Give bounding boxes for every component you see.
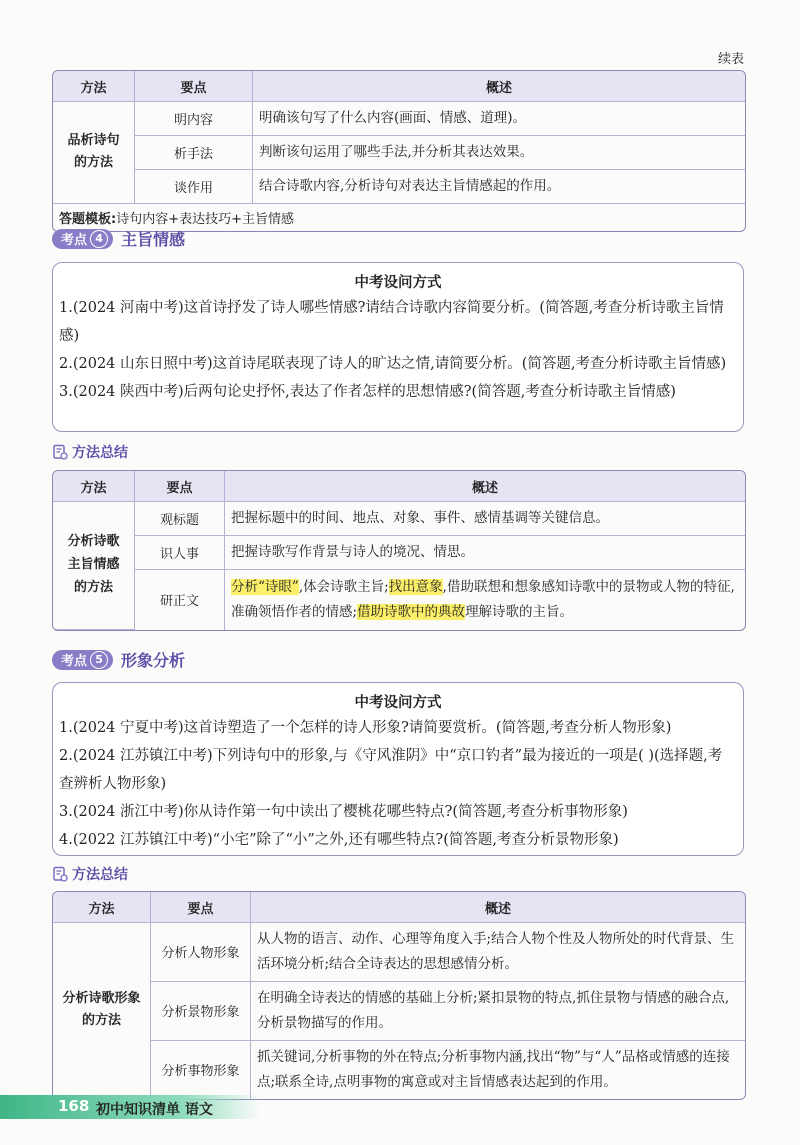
key-point-5-heading — [52, 648, 185, 671]
key-point-title: 主旨情感 — [121, 230, 186, 249]
method-summary-heading — [52, 864, 128, 884]
note-icon — [52, 444, 68, 460]
question-item: 3.(2024 浙江中考)你从诗作第一句中读出了樱桃花哪些特点?(简答题,考查分析事物形象) — [59, 804, 628, 820]
page-footer — [0, 1095, 260, 1119]
desc-cell: 从人物的语言、动作、心理等角度入手;结合人物个性及人物所处的时代背景、生活环境分析;结合全诗表达的思想感情分析。 — [251, 923, 745, 982]
col-header-key: 要点 — [151, 892, 251, 923]
col-header-desc: 概述 — [253, 71, 745, 102]
key-cell: 明内容 — [135, 102, 253, 136]
question-item: 4.(2022 江苏镇江中考)“小宅”除了“小”之外,还有哪些特点?(简答题,考查分析景物形象) — [59, 832, 619, 848]
exam-question-box-5 — [52, 682, 744, 856]
method-table-poem-lines — [52, 70, 746, 232]
question-box-heading: 中考设问方式 — [354, 695, 442, 711]
method-summary-label: 方法总结 — [72, 867, 128, 883]
highlight: 借助诗歌中的典故 — [357, 603, 466, 620]
note-icon — [52, 866, 68, 882]
desc-cell: 结合诗歌内容,分析诗句对表达主旨情感起的作用。 — [253, 170, 745, 204]
key-point-title: 形象分析 — [121, 651, 186, 670]
desc-cell: 抓关键词,分析事物的外在特点;分析事物内涵,找出“物”与“人”品格或情感的连接点;联系全诗,点明事物的寓意或对主旨情感表达起到的作用。 — [257, 1048, 730, 1090]
template-text: 诗句内容+表达技巧+主旨情感 — [116, 211, 294, 227]
question-item: 1.(2024 宁夏中考)这首诗塑造了一个怎样的诗人形象?请简要赏析。(简答题,考查分析人物形象) — [59, 720, 672, 736]
method-table-image-analysis — [52, 891, 746, 1100]
method-table-theme-emotion — [52, 470, 746, 631]
exam-question-box-4 — [52, 262, 744, 432]
key-point-4-heading — [52, 227, 185, 250]
key-cell: 观标题 — [135, 502, 225, 536]
key-cell: 识人事 — [135, 536, 225, 570]
question-item: 3.(2024 陕西中考)后两句论史抒怀,表达了作者怎样的思想情感?(简答题,考查分析诗歌主旨情感) — [59, 384, 676, 400]
desc-cell — [225, 570, 745, 630]
question-box-heading: 中考设问方式 — [354, 275, 442, 291]
key-cell: 研正文 — [135, 570, 225, 630]
desc-text: ,体会诗歌主旨; — [298, 578, 389, 595]
desc-cell: 明确该句写了什么内容(画面、情感、道理)。 — [253, 102, 745, 136]
method-summary-label: 方法总结 — [72, 445, 128, 461]
badge-label: 考点 — [61, 654, 88, 669]
key-cell: 分析事物形象 — [151, 1041, 251, 1099]
continued-label: 续表 — [717, 52, 744, 67]
desc-cell: 把握标题中的时间、地点、对象、事件、感情基调等关键信息。 — [225, 502, 745, 536]
method-cell — [53, 502, 135, 630]
method-cell — [53, 923, 151, 1099]
col-header-key: 要点 — [135, 71, 253, 102]
highlight: 找出意象 — [388, 578, 443, 595]
col-header-desc: 概述 — [225, 471, 745, 502]
template-label: 答题模板: — [59, 211, 117, 227]
col-header-method: 方法 — [53, 471, 135, 502]
col-header-method: 方法 — [53, 892, 151, 923]
desc-cell: 判断该句运用了哪些手法,并分析其表达效果。 — [253, 136, 745, 170]
method-label: 分析诗歌主旨情感的方法 — [67, 534, 120, 595]
col-header-method: 方法 — [53, 71, 135, 102]
desc-text: ,借助联想和想象感知诗歌中的景物或人物的特征,准确领悟作者的情感; — [231, 578, 735, 620]
method-cell — [53, 102, 135, 204]
method-label: 品析诗句的方法 — [67, 132, 120, 171]
key-cell: 析手法 — [135, 136, 253, 170]
highlight: 分析“诗眼” — [231, 578, 299, 595]
key-point-badge — [52, 650, 113, 670]
desc-text: 理解诗歌的主旨。 — [465, 603, 574, 620]
method-label: 分析诗歌形象的方法 — [62, 990, 141, 1029]
key-cell: 谈作用 — [135, 170, 253, 204]
method-summary-heading — [52, 442, 128, 462]
badge-number: 4 — [90, 230, 108, 248]
badge-number: 5 — [90, 651, 108, 669]
key-cell: 分析人物形象 — [151, 923, 251, 982]
badge-label: 考点 — [61, 233, 88, 248]
book-title: 初中知识清单 语文 — [96, 1102, 213, 1118]
page-number: 168 — [58, 1097, 90, 1115]
question-item: 2.(2024 山东日照中考)这首诗尾联表现了诗人的旷达之情,请简要分析。(简答题,考查分析诗歌主旨情感) — [59, 356, 727, 372]
key-point-badge — [52, 229, 113, 249]
desc-cell: 把握诗歌写作背景与诗人的境况、情思。 — [225, 536, 745, 570]
key-cell: 分析景物形象 — [151, 982, 251, 1041]
col-header-key: 要点 — [135, 471, 225, 502]
question-item: 2.(2024 江苏镇江中考)下列诗句中的形象,与《守风淮阴》中“京口钓者”最为接近的一项是( )(选择题,考查辨析人物形象) — [59, 748, 723, 792]
col-header-desc: 概述 — [251, 892, 745, 923]
desc-cell: 在明确全诗表达的情感的基础上分析;紧扣景物的特点,抓住景物与情感的融合点,分析景物描写的作用。 — [251, 982, 745, 1041]
question-item: 1.(2024 河南中考)这首诗抒发了诗人哪些情感?请结合诗歌内容简要分析。(简答题,考查分析诗歌主旨情感) — [59, 300, 724, 344]
